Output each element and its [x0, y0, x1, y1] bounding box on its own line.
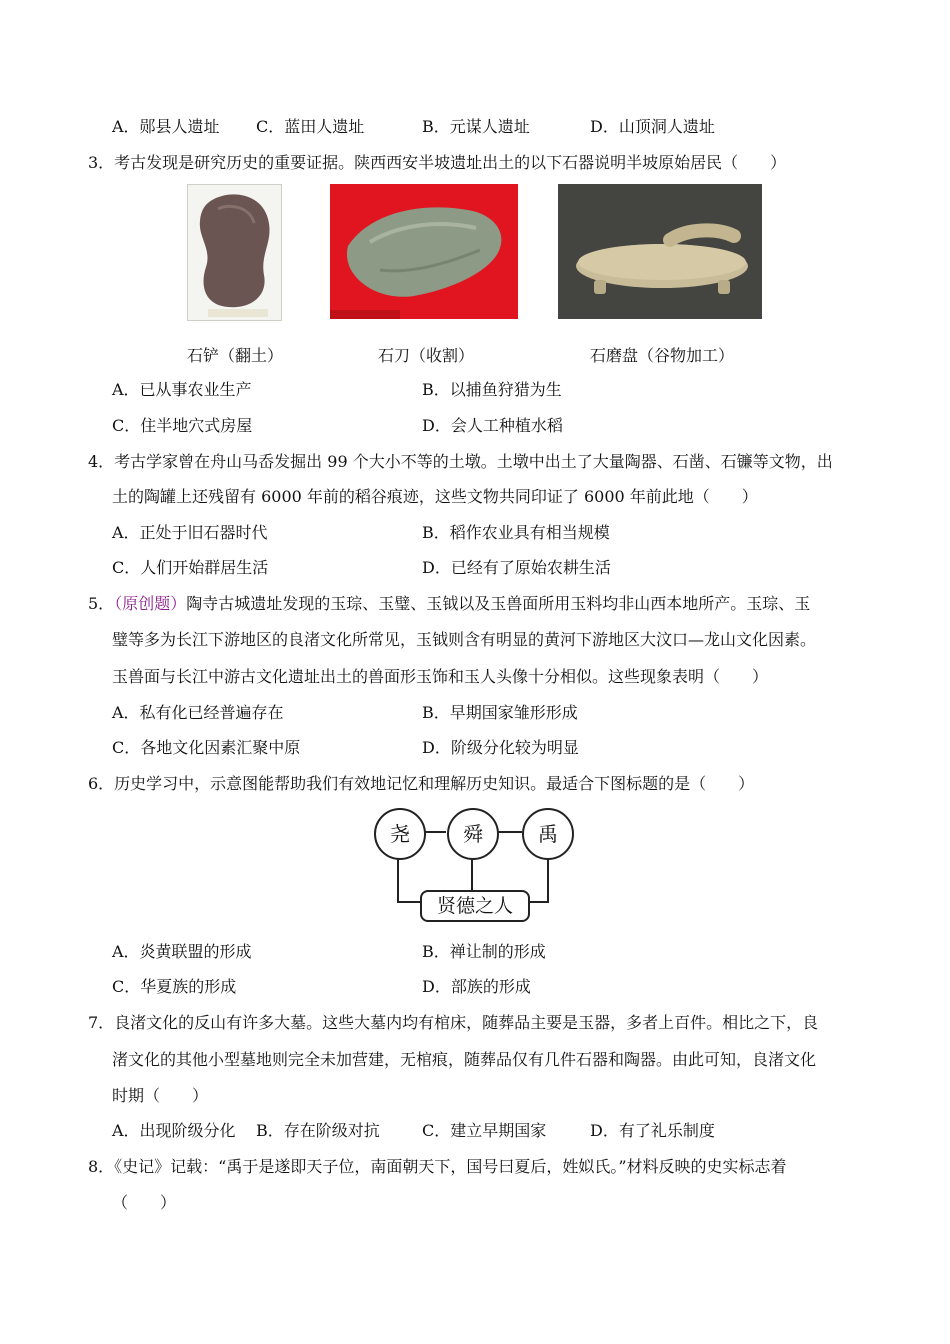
succession-diagram — [370, 806, 580, 926]
q3-option-a: A．已从事农业生产 — [112, 380, 252, 399]
q5-line1-text: 陶寺古城遗址发现的玉琮、玉璧、玉钺以及玉兽面所用玉料均非山西本地所产。玉琮、玉 — [186, 594, 811, 613]
q4-option-a: A．正处于旧石器时代 — [112, 523, 268, 542]
q8-stem-line1: 8．《史记》记载：“禹于是遂即天子位，南面朝天下，国号曰夏后，姓姒氏。”材料反映的史实标志着 — [88, 1157, 787, 1176]
q6-option-b: B．禅让制的形成 — [422, 942, 546, 961]
q6-option-d: D．部族的形成 — [422, 977, 531, 996]
caption-grinding-stone: 石磨盘（谷物加工） — [590, 346, 735, 365]
original-question-tag: （原创题） — [114, 594, 187, 613]
q3-option-c: C．住半地穴式房屋 — [112, 416, 253, 435]
q5-option-b: B．早期国家雏形形成 — [422, 703, 578, 722]
q5-option-c: C．各地文化因素汇聚中原 — [112, 738, 301, 757]
q3-stem: 3．考古发现是研究历史的重要证据。陕西西安半坡遗址出土的以下石器说明半坡原始居民（ ） — [88, 153, 787, 172]
q2-option-c: C．蓝田人遗址 — [256, 117, 365, 136]
q5-option-a: A．私有化已经普遍存在 — [112, 703, 284, 722]
caption-stone-knife: 石刀（收割） — [378, 346, 475, 365]
stone-shovel-image — [187, 184, 282, 321]
q5-number: 5． — [88, 594, 115, 613]
q8-stem-line2: （ ） — [112, 1193, 177, 1212]
caption-stone-shovel: 石铲（翻土） — [187, 346, 284, 365]
q2-option-b: B．元谋人遗址 — [422, 117, 530, 136]
circle-yao: 尧 — [374, 808, 426, 860]
q6-option-a: A．炎黄联盟的形成 — [112, 942, 252, 961]
q4-option-c: C．人们开始群居生活 — [112, 558, 269, 577]
stone-knife-image — [330, 184, 518, 319]
q5-stem-line1 — [88, 594, 810, 614]
q4-option-b: B．稻作农业具有相当规模 — [422, 523, 610, 542]
q5-stem-line3: 玉兽面与长江中游古文化遗址出土的兽面形玉饰和玉人头像十分相似。这些现象表明（ ） — [112, 667, 769, 686]
q7-stem-line3: 时期（ ） — [112, 1086, 209, 1105]
q7-option-b: B．存在阶级对抗 — [256, 1121, 380, 1140]
q3-option-b: B．以捕鱼狩猎为生 — [422, 380, 562, 399]
q7-option-c: C．建立早期国家 — [422, 1121, 547, 1140]
q6-stem: 6．历史学习中，示意图能帮助我们有效地记忆和理解历史知识。最适合下图标题的是（ ） — [88, 774, 755, 793]
circle-yu: 禹 — [522, 808, 574, 860]
q7-stem-line2: 渚文化的其他小型墓地则完全未加营建，无棺痕，随葬品仅有几件石器和陶器。由此可知，良渚文化 — [112, 1050, 817, 1069]
q5-option-d: D．阶级分化较为明显 — [422, 738, 579, 757]
q3-option-d: D．会人工种植水稻 — [422, 416, 563, 435]
virtuous-person-box: 贤德之人 — [420, 890, 530, 922]
q7-option-d: D．有了礼乐制度 — [590, 1121, 715, 1140]
q5-stem-line2: 璧等多为长江下游地区的良渚文化所常见，玉钺则含有明显的黄河下游地区大汶口—龙山文化因素。 — [112, 630, 817, 649]
q6-option-c: C．华夏族的形成 — [112, 977, 237, 996]
q7-option-a: A．出现阶级分化 — [112, 1121, 236, 1140]
circle-shun: 舜 — [447, 808, 499, 860]
q2-option-d: D．山顶洞人遗址 — [590, 117, 715, 136]
q2-option-a: A．郧县人遗址 — [112, 117, 220, 136]
grinding-stone-image — [558, 184, 762, 319]
q4-stem-line2: 土的陶罐上还残留有 6000 年前的稻谷痕迹，这些文物共同印证了 6000 年前此地（ ） — [112, 487, 758, 506]
q4-option-d: D．已经有了原始农耕生活 — [422, 558, 611, 577]
q7-stem-line1: 7．良渚文化的反山有许多大墓。这些大墓内均有棺床，随葬品主要是玉器，多者上百件。相比之下，良 — [88, 1013, 819, 1032]
q4-stem-line1: 4．考古学家曾在舟山马岙发掘出 99 个大小不等的土墩。土墩中出土了大量陶器、石凿、石镰等文物，出 — [88, 452, 833, 471]
